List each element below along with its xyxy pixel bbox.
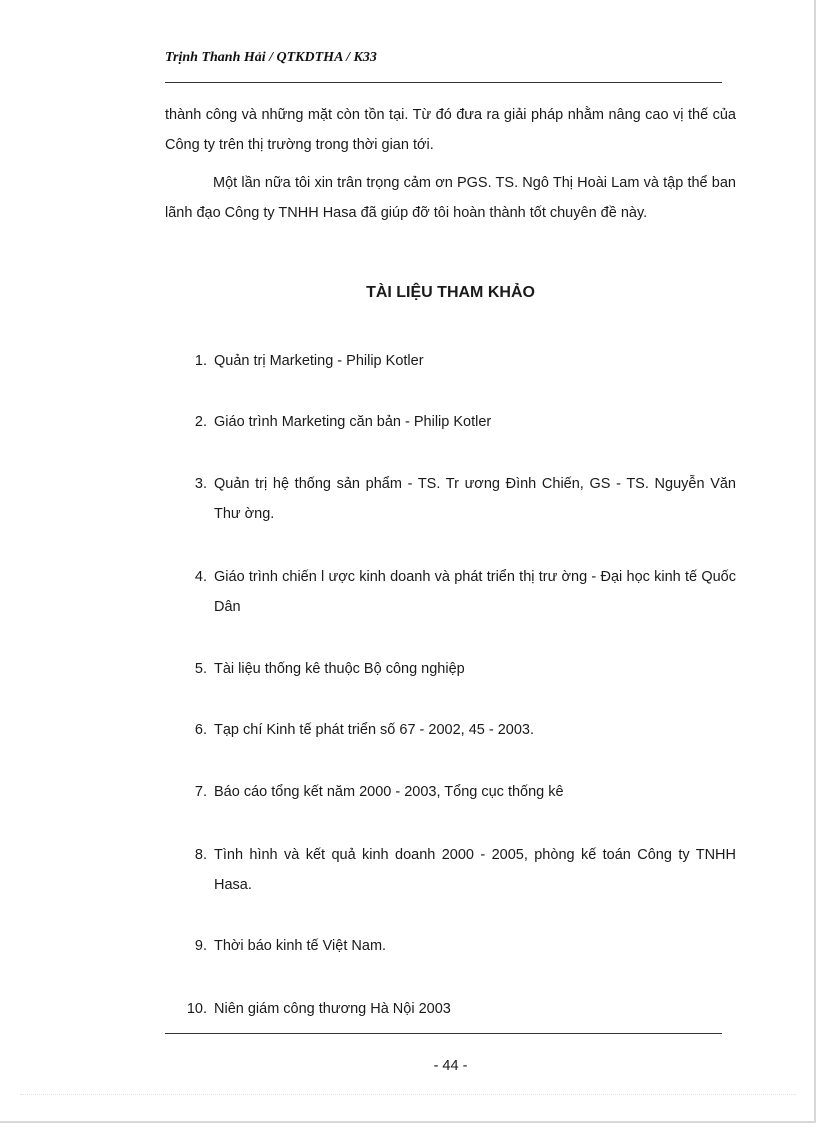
reference-item bbox=[165, 994, 736, 1024]
reference-text: Tạp chí Kinh tế phát triển số 67 - 2002, 45 - 2003. bbox=[214, 722, 535, 738]
references-heading: TÀI LIỆU THAM KHẢO bbox=[366, 284, 535, 301]
reference-number: 1. bbox=[194, 353, 207, 369]
reference-number: 10. bbox=[186, 1001, 207, 1017]
body-paragraph-1: thành công và những mặt còn tồn tại. Từ đó đưa ra giải pháp nhằm nâng cao vị thế của Công ty trên thị trường trong thời gian tới. bbox=[165, 107, 736, 153]
reference-item bbox=[165, 562, 736, 622]
reference-text: Quản trị hệ thống sản phẩm - TS. Tr ương Đình Chiến, GS - TS. Nguyễn Văn Thư ờng. bbox=[214, 476, 736, 522]
reference-text: Tài liệu thống kê thuộc Bộ công nghiệp bbox=[214, 661, 465, 677]
reference-number: 9. bbox=[194, 938, 207, 954]
reference-item bbox=[165, 654, 736, 684]
body-paragraph-2: Một lần nữa tôi xin trân trọng cảm ơn PGS. TS. Ngô Thị Hoài Lam và tập thể ban lãnh đạo Công ty TNHH Hasa đã giúp đỡ tôi hoàn thành tốt chuyên đề này. bbox=[165, 175, 736, 221]
reference-item bbox=[165, 469, 736, 529]
reference-number: 8. bbox=[194, 847, 207, 863]
header-rule bbox=[165, 82, 722, 83]
reference-number: 7. bbox=[194, 784, 207, 800]
reference-number: 3. bbox=[194, 476, 207, 492]
reference-number: 5. bbox=[194, 661, 207, 677]
reference-number: 6. bbox=[194, 722, 207, 738]
reference-item bbox=[165, 777, 736, 807]
reference-text: Báo cáo tổng kết năm 2000 - 2003, Tổng cục thống kê bbox=[214, 784, 564, 800]
reference-text: Thời báo kinh tế Việt Nam. bbox=[214, 938, 387, 954]
reference-item bbox=[165, 840, 736, 900]
reference-item bbox=[165, 931, 736, 961]
reference-text: Niên giám công thương Hà Nội 2003 bbox=[214, 1001, 451, 1017]
reference-text: Quản trị Marketing - Philip Kotler bbox=[214, 353, 424, 369]
page-boundary-line bbox=[20, 1094, 796, 1095]
running-header: Trịnh Thanh Hải / QTKDTHA / K33 bbox=[165, 50, 377, 65]
page-number: - 44 - bbox=[433, 1058, 468, 1074]
reference-item bbox=[165, 715, 736, 745]
reference-number: 2. bbox=[194, 414, 207, 430]
reference-item bbox=[165, 407, 736, 437]
reference-text: Tình hình và kết quả kinh doanh 2000 - 2005, phòng kế toán Công ty TNHH Hasa. bbox=[214, 847, 736, 893]
reference-number: 4. bbox=[194, 569, 207, 585]
reference-text: Giáo trình chiến l ược kinh doanh và phát triển thị trư ờng - Đại học kinh tế Quốc Dân bbox=[214, 569, 736, 615]
reference-item bbox=[165, 346, 736, 376]
footer-rule bbox=[165, 1033, 722, 1034]
reference-text: Giáo trình Marketing căn bản - Philip Kotler bbox=[214, 414, 492, 430]
